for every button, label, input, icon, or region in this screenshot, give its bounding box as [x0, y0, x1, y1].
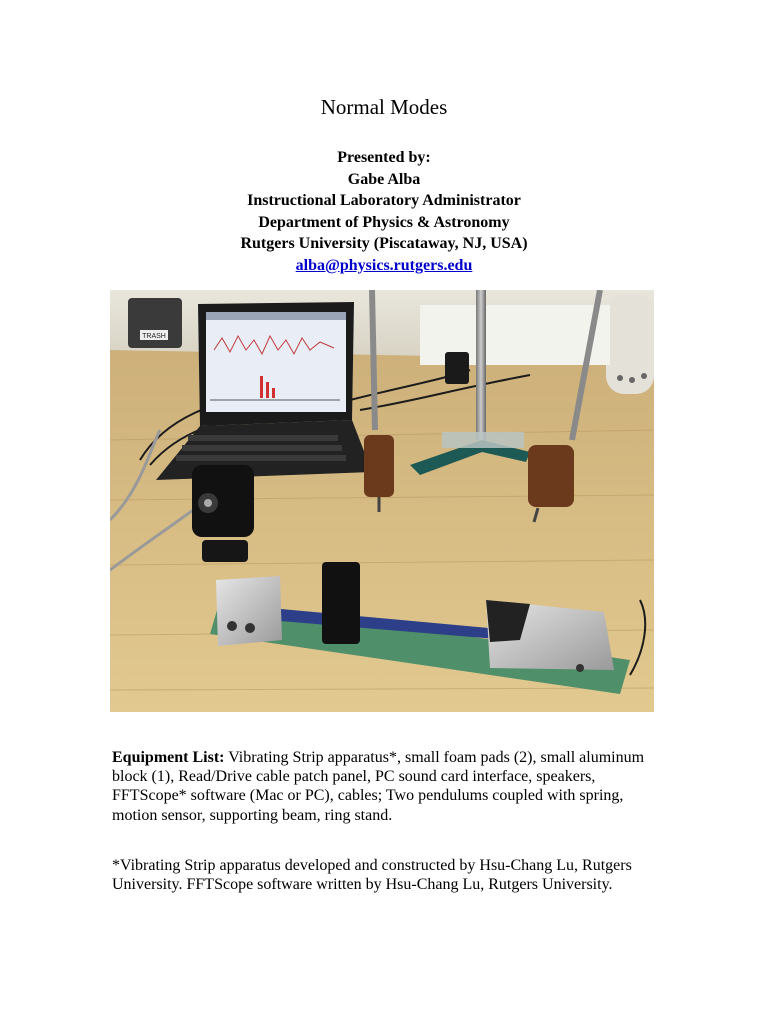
equipment-text: Vibrating Strip apparatus*, small foam pads (2), small aluminum block (1), Read/Drive cable patch panel, PC sound card interface, speakers, FFTScope* software (Mac or PC), cables; Two pendulums coupled with spring, motion sensor, supporting beam, ring stand. [112, 749, 645, 824]
presenter-department: Department of Physics & Astronomy [258, 213, 510, 231]
lab-setup-photo [110, 290, 654, 712]
equipment-label: Equipment List: [112, 749, 225, 766]
presented-by-label: Presented by: [337, 149, 431, 166]
trash-can [128, 298, 182, 348]
interface-box [445, 352, 469, 384]
presenter-block [0, 147, 768, 276]
page-title: Normal Modes [320, 95, 448, 119]
presenter-university: Rutgers University (Piscataway, NJ, USA) [240, 235, 528, 252]
equipment-list [112, 748, 657, 825]
presenter-role: Instructional Laboratory Administrator [247, 192, 521, 209]
speaker [606, 294, 654, 394]
lab-setup-illustration [110, 290, 654, 712]
email-link[interactable]: alba@physics.rutgers.edu [295, 256, 473, 274]
presenter-name: Gabe Alba [347, 170, 421, 188]
footnote: *Vibrating Strip apparatus developed and constructed by Hsu-Chang Lu, Rutgers University. FFTScope software written by Hsu-Chang Lu, Rutgers University. [112, 857, 632, 894]
trash-label: TRASH [142, 333, 166, 340]
